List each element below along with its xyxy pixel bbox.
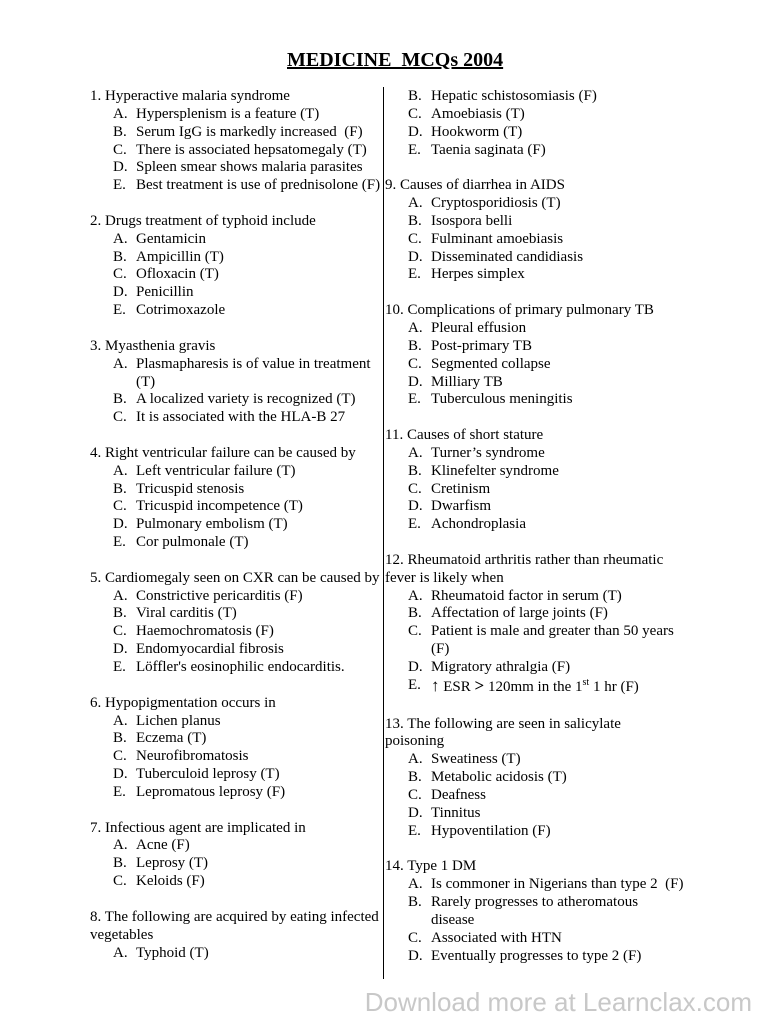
option-e [385,391,685,409]
question-number: 12. [385,551,404,568]
question-number: 3. [90,337,102,354]
option-letter: C. [113,498,127,515]
option-letter: A. [408,444,423,461]
question-text: The following are acquired by eating infected vegetables [90,908,379,943]
option-letter: C. [113,141,127,158]
option-letter: D. [113,766,128,783]
question-9 [385,177,685,284]
option-text: Constrictive pericarditis (F) [136,587,303,604]
option-letter: A. [113,462,128,479]
option-b [385,88,685,106]
option-text-part: 1 hr (F) [589,678,639,695]
question-text: Cardiomegaly seen on CXR can be caused by [105,569,380,586]
question-text: Type 1 DM [407,858,477,875]
option-text: Best treatment is use of prednisolone (F) [136,177,381,194]
option-b [90,249,383,267]
question-number: 7. [90,819,102,836]
option-letter: A. [408,751,423,768]
option-a [90,106,383,124]
question-text: Drugs treatment of typhoid include [105,212,316,229]
option-d [90,766,383,784]
option-letter: D. [408,248,423,265]
option-letter: B. [408,769,422,786]
option-text [431,675,639,695]
option-b [385,213,685,231]
option-a [90,231,383,249]
question-number: 11. [385,427,404,444]
option-letter: B. [408,893,422,910]
option-text: Eczema (T) [136,730,207,747]
option-text: It is associated with the HLA-B 27 [136,409,346,426]
question-5 [90,570,383,677]
question-stem [385,302,685,320]
option-text: Segmented collapse [431,355,551,372]
option-e [385,142,685,160]
option-letter: A. [113,837,128,854]
option-letter: B. [113,730,127,747]
option-letter: C. [408,929,422,946]
option-letter: E. [113,659,126,675]
question-text: Myasthenia gravis [105,337,216,354]
option-d [385,498,685,516]
option-a [90,945,383,963]
option-a [385,195,685,213]
option-text: Spleen smear shows malaria parasites [136,159,363,176]
option-text: Leprosy (T) [136,855,209,872]
option-letter: D. [408,804,423,821]
question-13 [385,716,685,841]
option-letter: A. [113,105,128,122]
question-stem [385,552,670,588]
option-c [385,106,685,124]
option-letter: E. [408,266,421,283]
option-text: Cor pulmonale (T) [136,534,249,551]
option-letter: C. [408,623,422,640]
option-letter: D. [113,159,128,176]
option-text: Löffler's eosinophilic endocarditis. [136,659,345,675]
right-column [385,88,685,983]
column-divider [383,87,384,979]
option-e [385,516,685,534]
option-d [90,641,383,659]
option-text: Amoebiasis (T) [431,105,525,122]
option-b [385,605,685,623]
option-letter: E. [408,391,421,408]
option-letter: D. [408,498,423,515]
option-text: Taenia saginata (F) [431,141,546,158]
question-number: 9. [385,177,397,194]
question-stem [90,213,383,231]
option-text: Ampicillin (T) [136,248,224,265]
option-text: Ofloxacin (T) [136,266,219,283]
option-text: Is commoner in Nigerians than type 2 (F) [431,876,684,893]
question-stem [90,88,383,106]
option-text: Associated with HTN [431,929,562,946]
question-number: 10. [385,302,404,319]
question-text: The following are seen in salicylate poisoning [385,715,621,750]
option-letter: C. [408,230,422,247]
option-d [385,124,685,142]
option-text: There is associated hepsatomegaly (T) [136,141,367,158]
option-c [90,873,383,891]
option-letter: E. [408,141,421,158]
option-letter: D. [113,284,128,301]
option-letter: D. [408,373,423,390]
question-stem [90,909,386,945]
question-stem [90,570,383,588]
option-letter: D. [408,123,423,140]
question-7 [90,820,383,891]
option-a [90,463,383,481]
option-text: Milliary TB [431,373,503,390]
option-letter: D. [408,659,423,675]
option-letter: B. [408,88,422,104]
option-text: Metabolic acidosis (T) [431,769,567,786]
option-a [385,588,685,606]
option-text: Tricuspid stenosis [136,480,245,497]
option-letter: B. [408,605,422,622]
option-text: Neurofibromatosis [136,748,249,765]
question-number: 8. [90,908,102,925]
option-text: Eventually progresses to type 2 (F) [431,947,642,964]
question-number: 13. [385,715,404,732]
option-letter: C. [113,623,127,640]
option-c [385,623,685,659]
option-letter: C. [113,409,127,426]
option-b [90,124,383,142]
page-title: MEDICINE MCQs 2004 [287,49,504,71]
option-letter: A. [113,587,128,604]
option-letter: E. [113,177,126,194]
option-text: Cotrimoxazole [136,302,226,319]
question-text: Causes of short stature [406,427,544,444]
question-stem [90,820,383,838]
option-letter: A. [113,355,128,372]
question-2 [90,213,383,320]
question-6 [90,695,383,802]
question-text: Complications of primary pulmonary TB [407,302,654,319]
option-letter: C. [408,105,422,122]
option-text: Fulminant amoebiasis [431,230,564,247]
option-text: Gentamicin [136,230,206,247]
option-d [385,659,685,677]
option-d [385,805,685,823]
option-letter: E. [113,534,126,551]
option-letter: E. [408,516,421,533]
option-text: Hookworm (T) [431,123,523,140]
question-number: 14. [385,858,404,875]
option-text: Hepatic schistosomiasis (F) [431,88,597,104]
option-letter: A. [113,712,128,729]
option-text: Hypoventilation (F) [431,822,551,839]
question-text: Rheumatoid arthritis rather than rheumatic fever is likely when [385,551,664,586]
option-text: Pleural effusion [431,319,527,336]
option-text: Penicillin [136,284,194,301]
question-text: Infectious agent are implicated in [105,819,306,836]
option-text: Tuberculoid leprosy (T) [136,766,280,783]
option-b [90,391,383,409]
option-text: Herpes simplex [431,266,525,283]
option-d [385,948,685,966]
option-text: Patient is male and greater than 50 years (F) [431,623,674,658]
option-text: Sweatiness (T) [431,751,521,768]
option-text: Turner’s syndrome [431,444,545,461]
option-b [385,338,685,356]
option-text: Rheumatoid factor in serum (T) [431,587,622,604]
option-text: Typhoid (T) [136,944,209,961]
option-text: Pulmonary embolism (T) [136,516,288,533]
option-text: Affectation of large joints (F) [431,605,608,622]
option-d [90,159,383,177]
question-1 [90,88,383,195]
option-d [90,284,383,302]
option-text: A localized variety is recognized (T) [136,391,356,408]
option-letter: B. [408,337,422,354]
question-stem [90,445,383,463]
option-text: Endomyocardial fibrosis [136,641,284,658]
question-11 [385,427,685,534]
option-text-part: ESR [439,678,475,695]
option-text: Left ventricular failure (T) [136,462,296,479]
option-e [385,266,685,284]
option-letter: C. [113,873,127,890]
ordinal-superscript: st [582,676,590,688]
question-number: 5. [90,569,102,586]
option-e [90,659,383,677]
option-letter: C. [113,266,127,283]
question-text: Right ventricular failure can be caused by [105,444,356,461]
option-letter: B. [113,605,127,622]
option-text: Klinefelter syndrome [431,462,559,479]
option-c [385,231,685,249]
question-4 [90,445,383,552]
option-text: Migratory athralgia (F) [431,659,571,675]
option-c [385,930,685,948]
option-e [385,677,685,698]
question-stem [90,338,383,356]
option-c [90,266,383,284]
option-letter: D. [113,641,128,658]
option-text: Rarely progresses to atheromatous disease [431,893,639,928]
option-letter: E. [408,822,421,839]
question-number: 1. [90,88,102,104]
option-letter: A. [408,876,423,893]
question-stem [385,177,685,195]
option-text: Keloids (F) [136,873,205,890]
question-stem [385,716,670,752]
option-letter: B. [113,248,127,265]
option-text: Acne (F) [136,837,190,854]
option-b [90,605,383,623]
option-text: Tinnitus [431,804,481,821]
option-a [385,320,685,338]
option-a [90,713,383,731]
option-letter: D. [408,947,423,964]
option-c [90,498,383,516]
option-letter: C. [408,355,422,372]
option-c [385,356,685,374]
option-letter: B. [113,855,127,872]
option-text: Lichen planus [136,712,221,729]
question-number: 6. [90,694,102,711]
question-text: Hypopigmentation occurs in [105,694,276,711]
question-text: Hyperactive malaria syndrome [105,88,290,104]
option-text: Lepromatous leprosy (F) [136,783,286,800]
option-d [385,249,685,267]
option-a [385,751,685,769]
option-letter: B. [113,123,127,140]
option-letter: B. [113,480,127,497]
option-b [90,855,383,873]
option-letter: A. [408,319,423,336]
option-c [90,748,383,766]
option-text: Viral carditis (T) [136,605,237,622]
option-text: Deafness [431,786,486,803]
option-a [90,356,383,392]
option-letter: C. [408,786,422,803]
question-number: 4. [90,444,102,461]
up-arrow-icon: ↑ [431,675,440,695]
option-b [385,769,685,787]
question-stem [385,427,685,445]
option-letter: A. [408,195,423,212]
option-text: Cretinism [431,480,491,497]
option-e [90,534,383,552]
option-text-part: 120mm in the 1 [484,678,583,695]
option-c [385,787,685,805]
option-b [385,894,685,930]
option-letter: A. [113,230,128,247]
option-d [385,374,685,392]
option-letter: C. [408,480,422,497]
option-text: Tricuspid incompetence (T) [136,498,303,515]
option-b [90,481,383,499]
option-e [90,177,383,195]
question-8-continued [385,88,685,159]
option-b [90,730,383,748]
option-text: Tuberculous meningitis [431,391,573,408]
option-a [90,837,383,855]
question-stem [90,695,383,713]
question-8 [90,909,383,963]
option-letter: E. [113,783,126,800]
option-text: Isospora belli [431,212,513,229]
option-text: Dwarfism [431,498,491,515]
option-c [90,142,383,160]
question-10 [385,302,685,409]
option-e [385,823,685,841]
option-text: Disseminated candidiasis [431,248,584,265]
question-number: 2. [90,212,102,229]
left-column [90,88,383,980]
option-c [90,623,383,641]
option-letter: A. [113,944,128,961]
footer-watermark: Download more at Learnclax.com [364,987,752,1017]
option-e [90,302,383,320]
option-letter: E. [408,676,421,693]
option-c [90,409,383,427]
option-e [90,784,383,802]
option-letter: B. [408,212,422,229]
option-c [385,481,685,499]
option-text: Cryptosporidiosis (T) [431,195,561,212]
question-3 [90,338,383,427]
option-letter: A. [408,587,423,604]
option-letter: D. [113,516,128,533]
option-a [385,445,685,463]
option-text: Hypersplenism is a feature (T) [136,105,320,122]
option-d [90,516,383,534]
option-text: Plasmapharesis is of value in treatment (T) [136,355,371,390]
option-letter: E. [113,302,126,319]
option-b [385,463,685,481]
question-stem [385,858,685,876]
option-text: Haemochromatosis (F) [136,623,274,640]
option-a [90,588,383,606]
option-text: Serum IgG is markedly increased (F) [136,123,363,140]
option-letter: B. [408,462,422,479]
option-text: Post-primary TB [431,337,532,354]
question-text: Causes of diarrhea in AIDS [400,177,565,194]
question-14 [385,858,685,965]
option-text: Achondroplasia [431,516,526,533]
option-letter: B. [113,391,127,408]
option-letter: C. [113,748,127,765]
option-a [385,876,685,894]
question-12 [385,552,685,698]
greater-than-symbol: > [474,675,485,695]
